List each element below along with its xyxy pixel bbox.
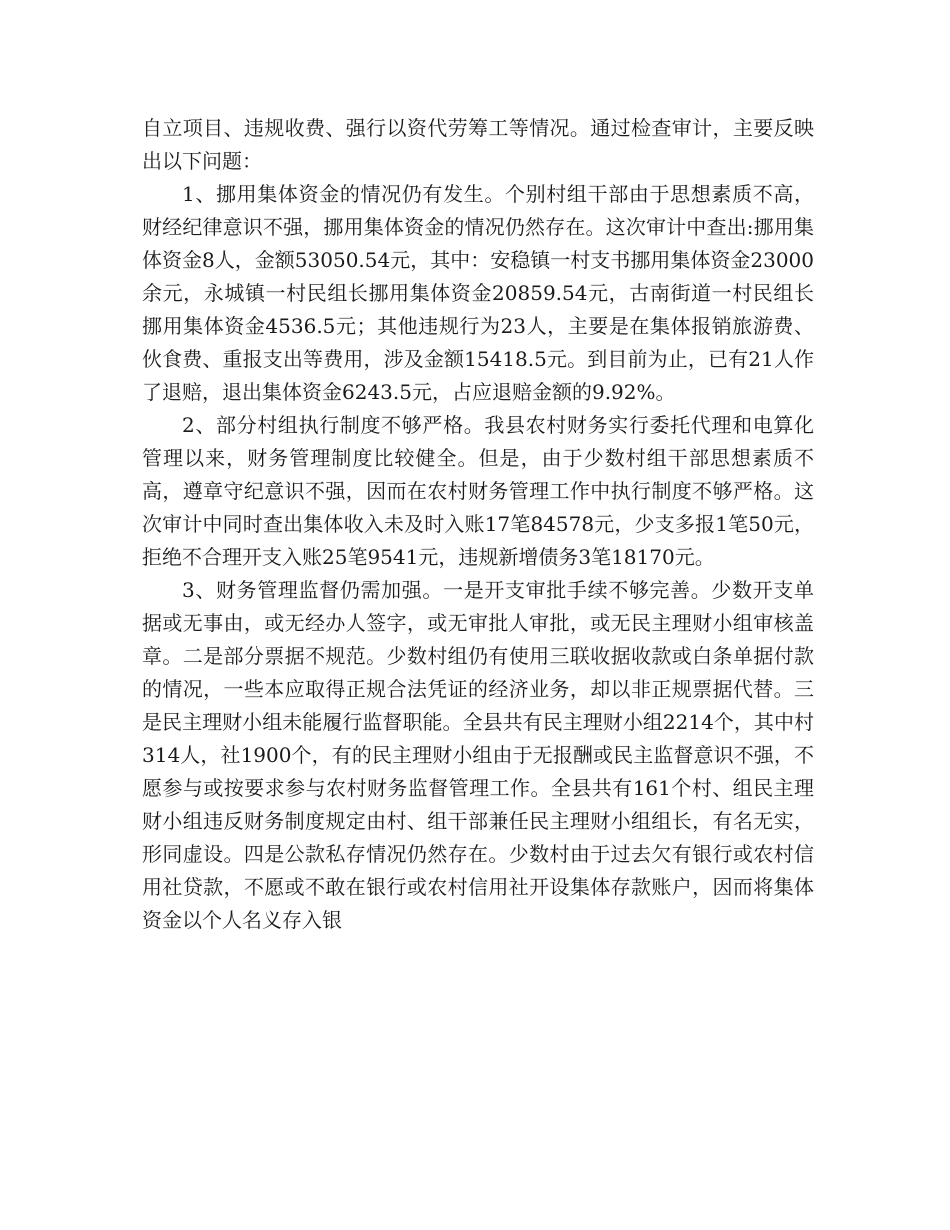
document-body — [142, 112, 814, 937]
paragraph-issue-2: 2、部分村组执行制度不够严格。我县农村财务实行委托代理和电算化管理以来，财务管理制度比较健全。但是，由于少数村组干部思想素质不高，遵章守纪意识不强，因而在农村财务管理工作中执行制度不够严格。这次审计中同时查出集体收入未及时入账17笔84578元，少支多报1笔50元，拒绝不合理开支入账25笔9541元，违规新增债务3笔18170元。 — [142, 413, 814, 569]
paragraph-issue-3: 3、财务管理监督仍需加强。一是开支审批手续不够完善。少数开支单据或无事由，或无经办人签字，或无审批人审批，或无民主理财小组审核盖章。二是部分票据不规范。少数村组仍有使用三联收据收款或白条单据付款的情况，一些本应取得正规合法凭证的经济业务，却以非正规票据代替。三是民主理财小组未能履行监督职能。全县共有民主理财小组2214个，其中村314人，社1900个，有的民主理财小组由于无报酬或民主监督意识不强，不愿参与或按要求参与农村财务监督管理工作。全县共有161个村、组民主理财小组违反财务制度规定由村、组干部兼任民主理财小组组长，有名无实，形同虚设。四是公款私存情况仍然存在。少数村由于过去欠有银行或农村信用社贷款，不愿或不敢在银行或农村信用社开设集体存款账户，因而将集体资金以个人名义存入银 — [142, 578, 814, 932]
paragraph-issue-1: 1、挪用集体资金的情况仍有发生。个别村组干部由于思想素质不高，财经纪律意识不强，挪用集体资金的情况仍然存在。这次审计中查出:挪用集体资金8人，金额53050.54元，其中：安稳镇一村支书挪用集体资金23000余元，永城镇一村民组长挪用集体资金20859.54元，古南街道一村民组长挪用集体资金4536.5元；其他违规行为23人，主要是在集体报销旅游费、伙食费、重报支出等费用，涉及金额15418.5元。到目前为止，已有21人作了退赔，退出集体资金6243.5元，占应退赔金额的9.92%。 — [142, 182, 814, 404]
paragraph-intro-continuation: 自立项目、违规收费、强行以资代劳筹工等情况。通过检查审计，主要反映出以下问题： — [142, 116, 814, 173]
